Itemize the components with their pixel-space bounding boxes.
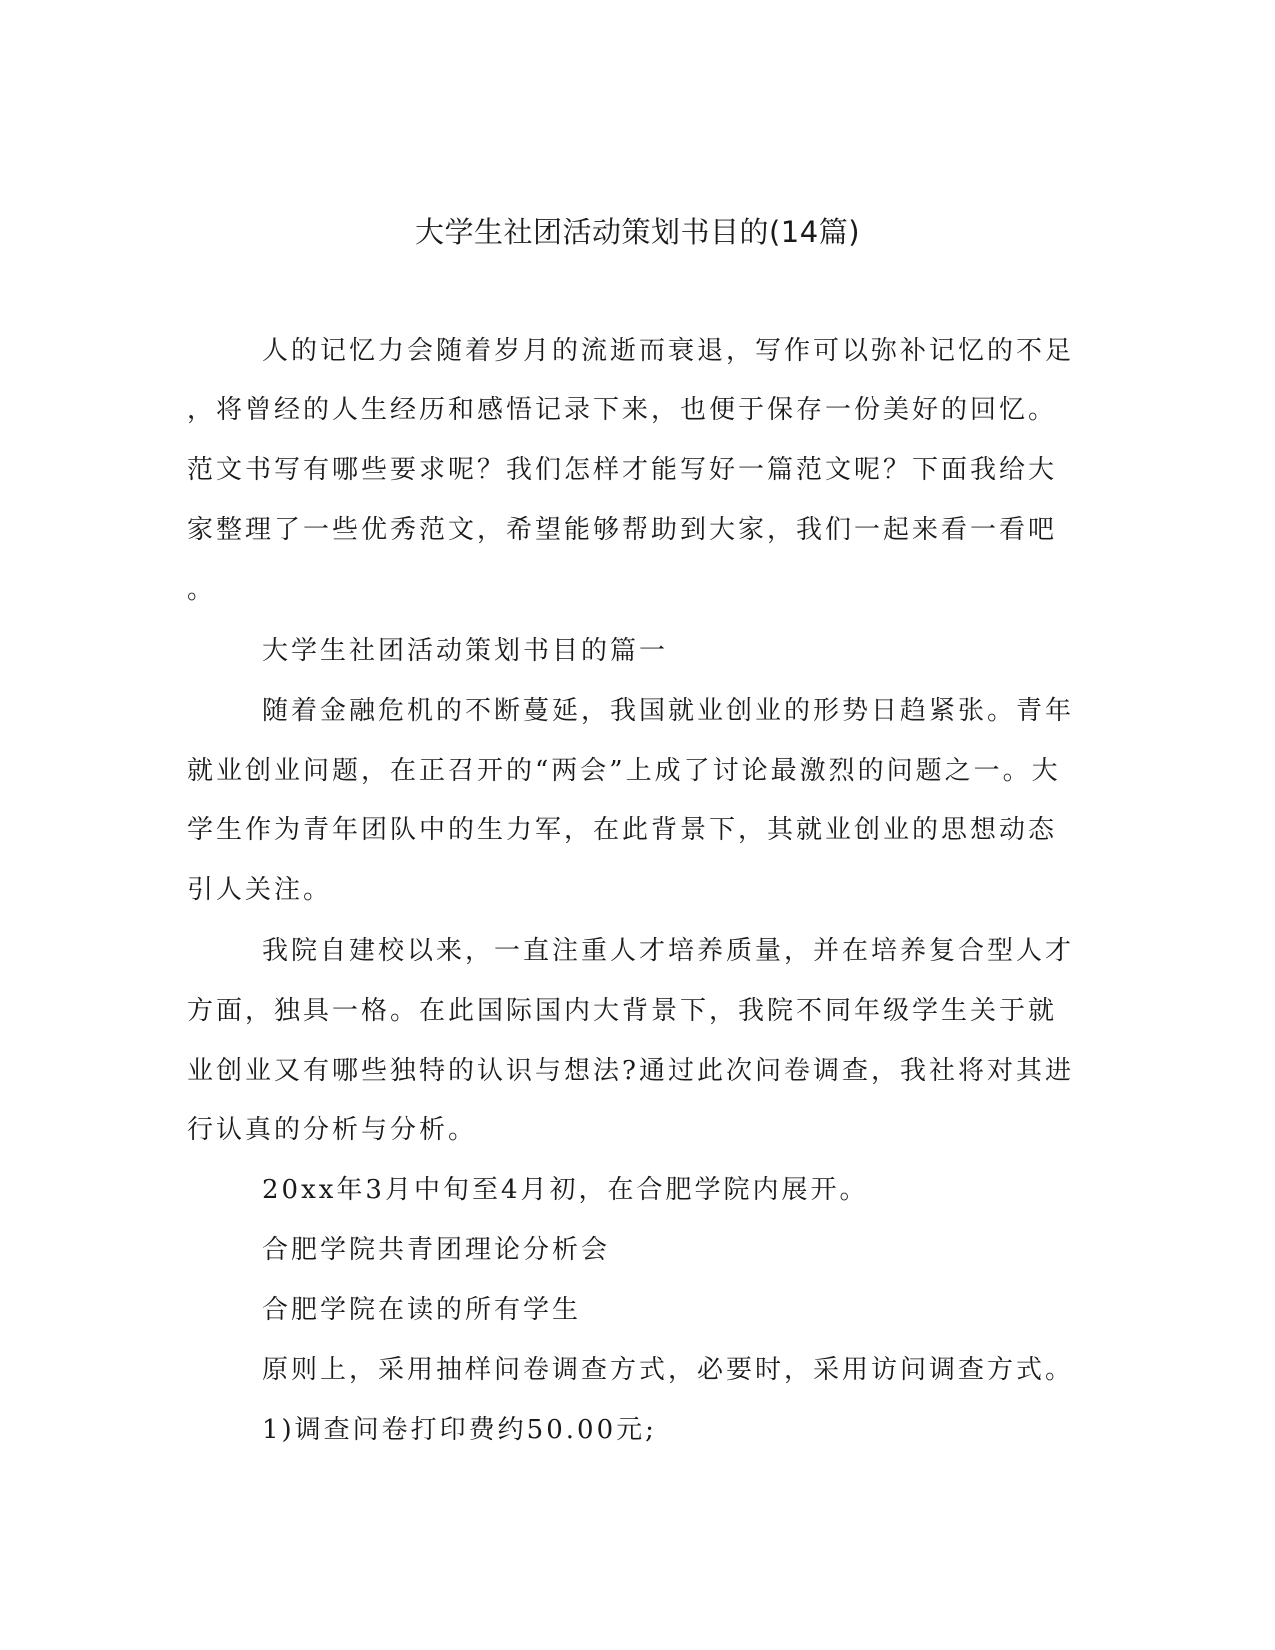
intro-paragraph-line-3: 范文书写有哪些要求呢？我们怎样才能写好一篇范文呢？下面我给大 <box>187 455 1058 485</box>
intro-paragraph-line-4: 家整理了一些优秀范文，希望能够帮助到大家，我们一起来看一看吧 <box>187 515 1058 545</box>
body-paragraph-1-line-3: 学生作为青年团队中的生力军，在此背景下，其就业创业的思想动态 <box>187 815 1058 845</box>
body-paragraph-method: 原则上，采用抽样问卷调查方式，必要时，采用访问调查方式。 <box>262 1355 1075 1385</box>
intro-paragraph-line-5: 。 <box>187 575 217 605</box>
document-title: 大学生社团活动策划书目的(14篇) <box>414 215 861 249</box>
body-paragraph-time: 20xx年3月中旬至4月初，在合肥学院内展开。 <box>262 1175 869 1205</box>
body-paragraph-budget-item: 1)调查问卷打印费约50.00元; <box>262 1415 657 1445</box>
intro-paragraph-line-1: 人的记忆力会随着岁月的流逝而衰退，写作可以弥补记忆的不足 <box>262 336 1075 366</box>
section-heading: 大学生社团活动策划书目的篇一 <box>262 636 669 666</box>
body-paragraph-1-line-2: 就业创业问题，在正召开的“两会”上成了讨论最激烈的问题之一。大 <box>187 756 1061 786</box>
body-paragraph-1-line-4: 引人关注。 <box>187 875 333 905</box>
body-paragraph-2-line-2: 方面，独具一格。在此国际国内大背景下，我院不同年级学生关于就 <box>187 996 1058 1026</box>
body-paragraph-target: 合肥学院在读的所有学生 <box>262 1295 582 1325</box>
body-paragraph-2-line-1: 我院自建校以来，一直注重人才培养质量，并在培养复合型人才 <box>262 936 1075 966</box>
body-paragraph-2-line-3: 业创业又有哪些独特的认识与想法?通过此次问卷调查，我社将对其进 <box>187 1056 1074 1086</box>
intro-paragraph-line-2: ，将曾经的人生经历和感悟记录下来，也便于保存一份美好的回忆。 <box>187 395 1058 425</box>
body-paragraph-2-line-4: 行认真的分析与分析。 <box>187 1115 478 1145</box>
body-paragraph-1-line-1: 随着金融危机的不断蔓延，我国就业创业的形势日趋紧张。青年 <box>262 696 1075 726</box>
body-paragraph-organizer: 合肥学院共青团理论分析会 <box>262 1235 611 1265</box>
